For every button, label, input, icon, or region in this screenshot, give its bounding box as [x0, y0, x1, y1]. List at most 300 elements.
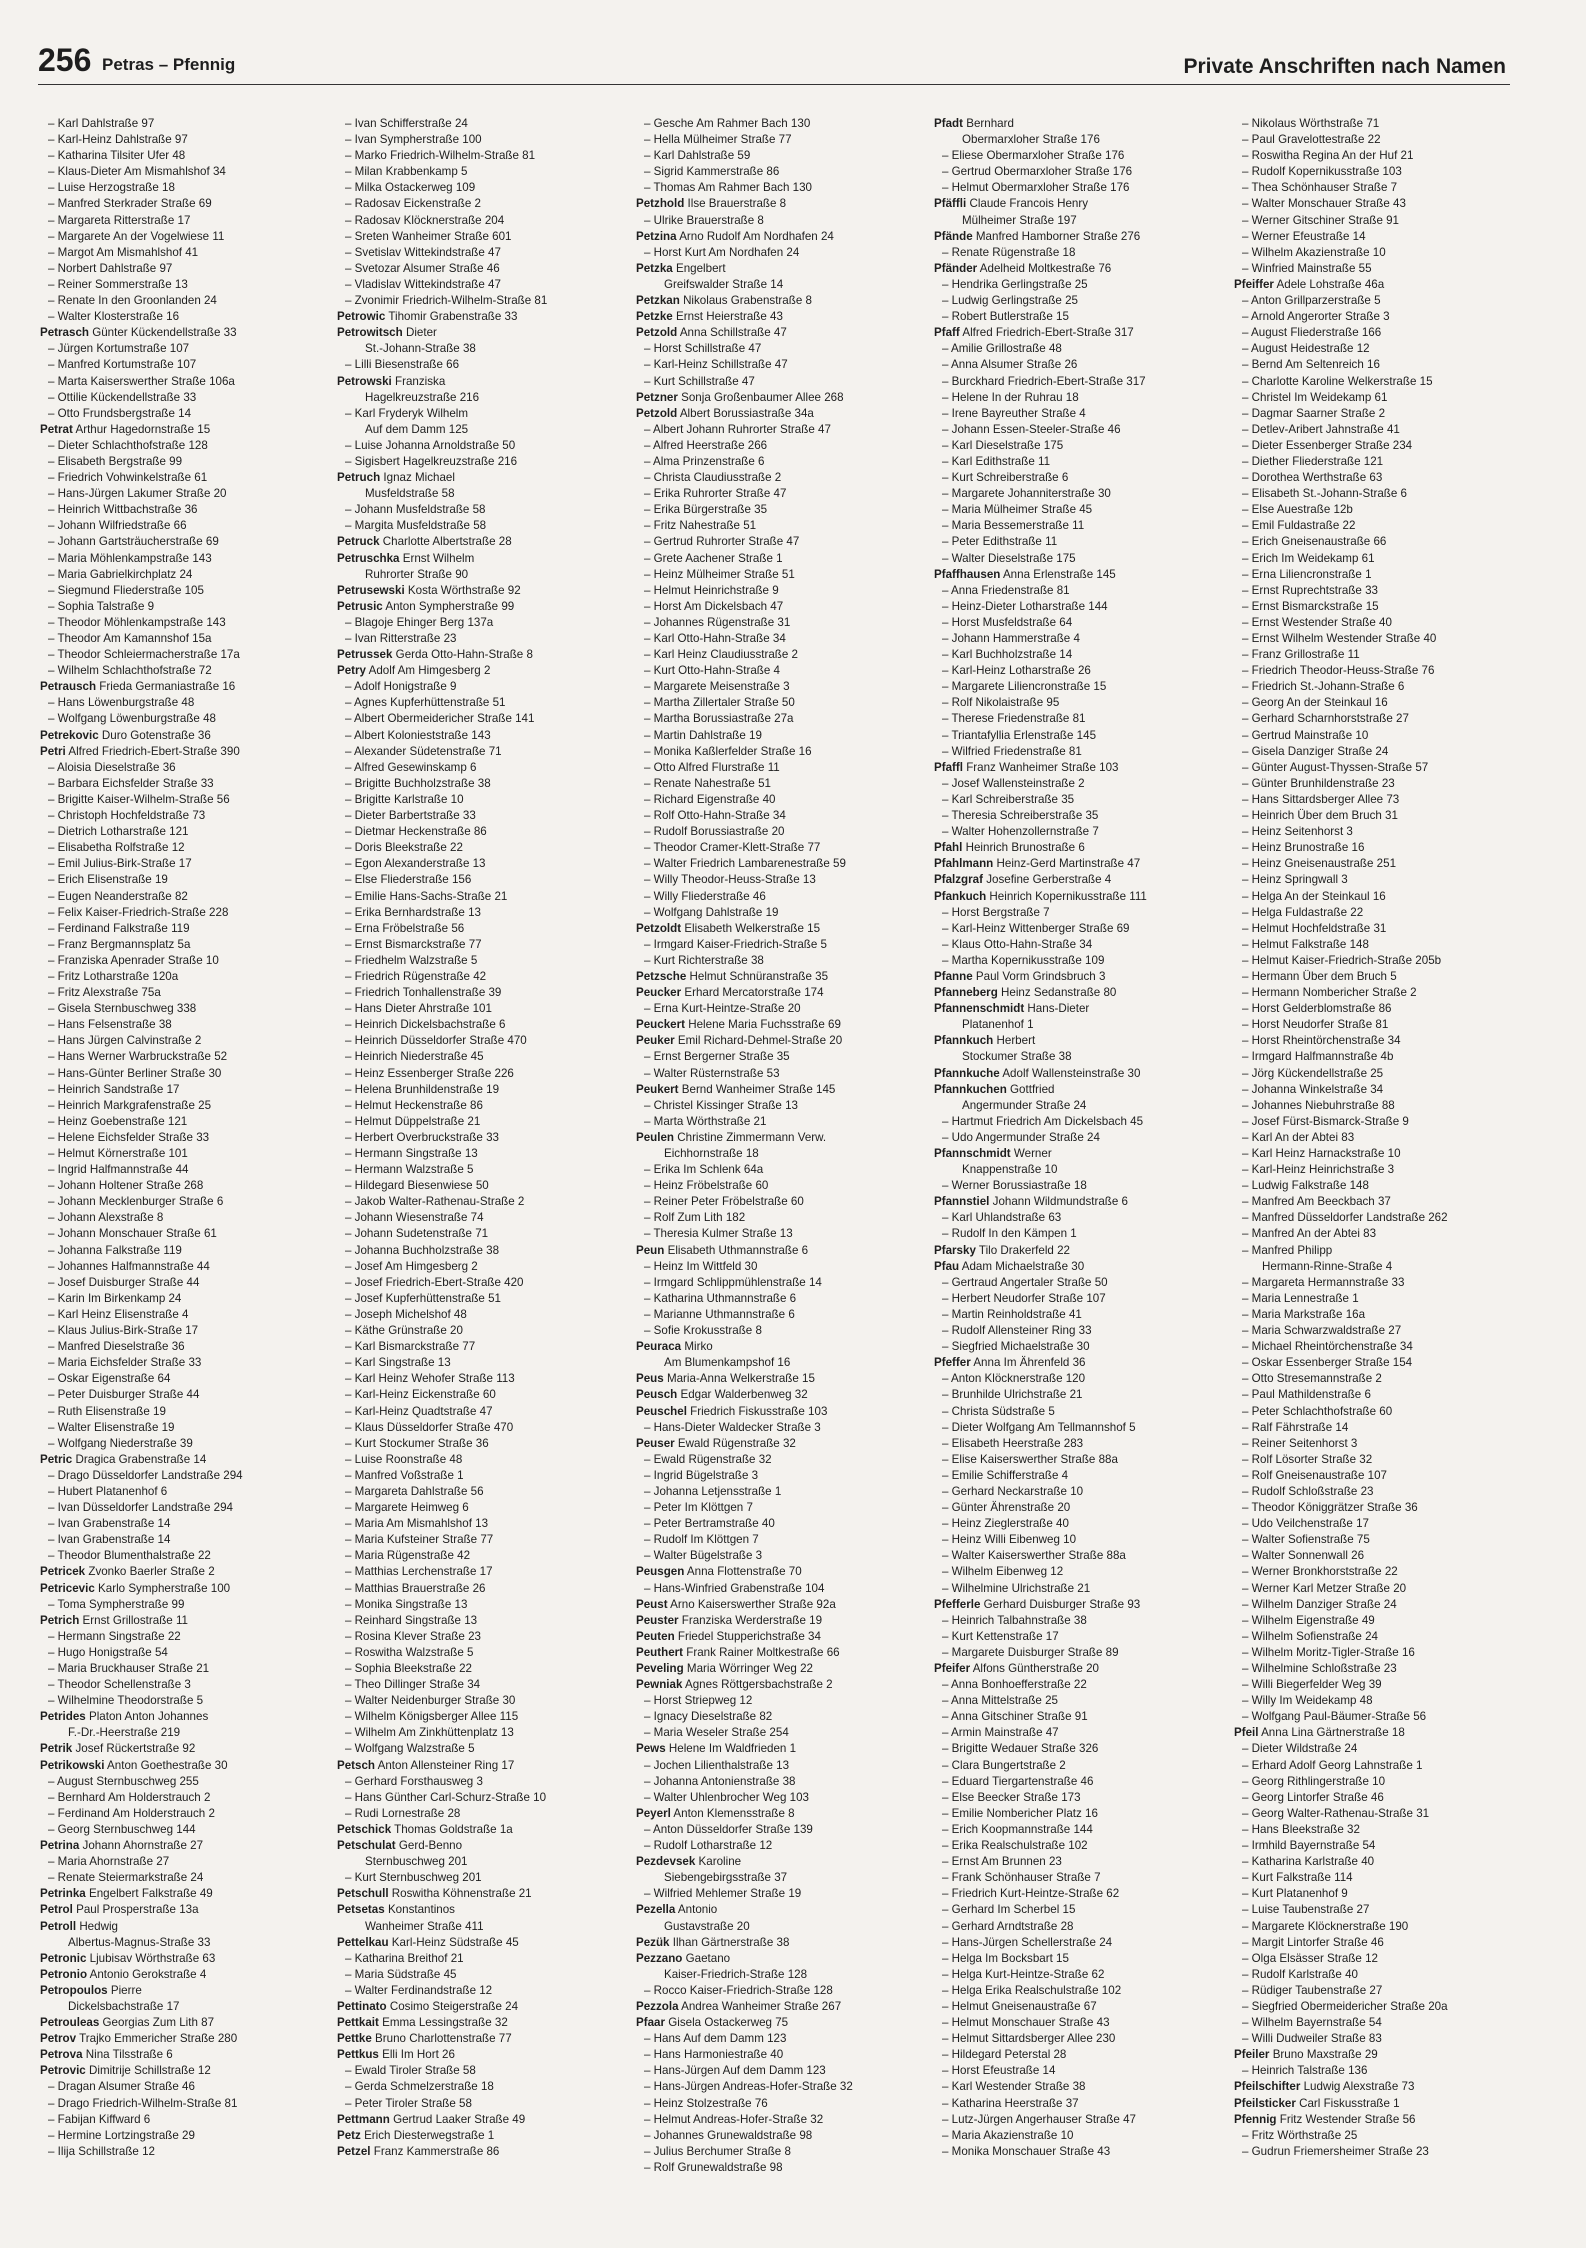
entry-text: – Sreten Wanheimer Straße 601 [345, 229, 512, 243]
entry-text: – Gerhard Forsthausweg 3 [345, 1774, 483, 1788]
directory-entry [934, 1870, 1226, 1886]
entry-text: – Hermann Nombericher Straße 2 [1242, 986, 1417, 1000]
entry-text: – Walter Neidenburger Straße 30 [345, 1694, 516, 1708]
entry-text: – Katharina Karlstraße 40 [1242, 1855, 1375, 1869]
entry-text: – Heinz Im Wittfeld 30 [644, 1259, 758, 1273]
entry-text: – Horst Neudorfer Straße 81 [1242, 1018, 1389, 1032]
entry-text: – Theresia Kulmer Straße 13 [644, 1227, 793, 1241]
directory-entry [636, 1613, 928, 1629]
directory-entry [40, 1999, 332, 2015]
surname: Peuten [636, 1629, 675, 1643]
directory-entry [337, 390, 629, 406]
entry-text: Adolf Wallensteinstraße 30 [1002, 1066, 1141, 1080]
directory-entry [1234, 889, 1526, 905]
directory-entry [1234, 325, 1526, 341]
entry-text: Carl Fiskusstraße 1 [1299, 2096, 1400, 2110]
directory-entry [636, 116, 928, 132]
entry-text: – Walter Sofienstraße 75 [1242, 1533, 1370, 1547]
directory-entry [40, 711, 332, 727]
directory-entry [636, 776, 928, 792]
entry-text: – Hans Werner Warbruckstraße 52 [48, 1050, 228, 1064]
entry-text: – Monika Singstraße 13 [345, 1597, 468, 1611]
entry-text: – Johann Gartsträucherstraße 69 [48, 535, 219, 549]
entry-text: – Emilie Hans-Sachs-Straße 21 [345, 889, 508, 903]
entry-text: Helene Im Waldfrieden 1 [668, 1742, 797, 1756]
directory-entry [934, 2096, 1226, 2112]
entry-text: – Karl Bismarckstraße 77 [345, 1340, 476, 1354]
directory-entry [934, 663, 1226, 679]
surname: Pfeilsticker [1234, 2096, 1296, 2110]
entry-text: – Oskar Eigenstraße 64 [48, 1372, 171, 1386]
entry-text: – Erika Ruhrorter Straße 47 [644, 487, 787, 501]
entry-text: – Willi Dudweiler Straße 83 [1242, 2032, 1382, 2046]
entry-text: – Elisabetha Rolfstraße 12 [48, 841, 185, 855]
directory-entry [40, 2063, 332, 2079]
entry-text: – Karl Schreiberstraße 35 [942, 792, 1075, 806]
entry-text: – Walter Elisenstraße 19 [48, 1420, 175, 1434]
surname: Pfäffli [934, 197, 967, 211]
directory-entry [40, 2031, 332, 2047]
directory-entry [934, 1049, 1226, 1065]
entry-text: Duro Gotenstraße 36 [101, 728, 211, 742]
directory-entry [636, 309, 928, 325]
directory-entry [40, 872, 332, 888]
entry-text: Zvonko Baerler Straße 2 [88, 1565, 215, 1579]
directory-entry [934, 1001, 1226, 1017]
entry-text: Hagelkreuzstraße 216 [365, 390, 480, 404]
directory-entry [636, 2144, 928, 2160]
directory-entry [636, 1983, 928, 1999]
entry-text: Antonio Gerokstraße 4 [89, 1967, 207, 1981]
directory-entry [337, 2047, 629, 2063]
surname: Petsetas [337, 1903, 385, 1917]
entry-text: – Günter Brunhildenstraße 23 [1242, 776, 1395, 790]
directory-entry [337, 824, 629, 840]
directory-entry [934, 196, 1226, 212]
directory-entry [40, 1226, 332, 1242]
entry-text: – Martha Kopernikusstraße 109 [942, 953, 1105, 967]
entry-text: – Anton Klöcknerstraße 120 [942, 1372, 1086, 1386]
directory-entry [1234, 1581, 1526, 1597]
directory-entry [934, 728, 1226, 744]
entry-text: – Ivan Sympherstraße 100 [345, 133, 482, 147]
surname: Peveling [636, 1662, 684, 1675]
directory-entry [934, 293, 1226, 309]
directory-entry [934, 1613, 1226, 1629]
entry-text: – Margarete Klöcknerstraße 190 [1242, 1919, 1409, 1933]
directory-entry [337, 132, 629, 148]
surname: Petropoulos [40, 1983, 108, 1997]
directory-entry [1234, 1468, 1526, 1484]
directory-entry [40, 2128, 332, 2144]
surname: Petzka [636, 261, 673, 275]
directory-entry [636, 1291, 928, 1307]
directory-entry [934, 695, 1226, 711]
entry-text: Heinz Sedanstraße 80 [1001, 986, 1117, 1000]
directory-entry [636, 1581, 928, 1597]
entry-text: – Wolfgang Walzstraße 5 [345, 1742, 475, 1756]
directory-entry [1234, 116, 1526, 132]
directory-entry [1234, 1951, 1526, 1967]
directory-entry [1234, 164, 1526, 180]
directory-entry [1234, 2031, 1526, 2047]
directory-entry [40, 663, 332, 679]
directory-entry [40, 357, 332, 373]
directory-entry [934, 1275, 1226, 1291]
entry-text: Ernst Heierstraße 43 [675, 310, 783, 324]
entry-text: Kaiser-Friedrich-Straße 128 [664, 1967, 808, 1981]
directory-entry [337, 1774, 629, 1790]
entry-text: – Erika Im Schlenk 64a [644, 1163, 764, 1177]
directory-entry [934, 760, 1226, 776]
entry-text: – Johann Alexstraße 8 [48, 1211, 164, 1225]
directory-entry [40, 1597, 332, 1613]
directory-entry [1234, 1919, 1526, 1935]
surname: Petschulat [337, 1839, 396, 1853]
surname: Pfeil [1234, 1726, 1259, 1740]
directory-entry [934, 1291, 1226, 1307]
directory-entry [636, 1436, 928, 1452]
directory-entry [40, 486, 332, 502]
entry-text: – Erna Fröbelstraße 56 [345, 921, 465, 935]
directory-entry [1234, 1645, 1526, 1661]
directory-entry [636, 728, 928, 744]
entry-text: – Helmut Falkstraße 148 [1242, 937, 1369, 951]
entry-text: – Clara Bungertstraße 2 [942, 1758, 1066, 1772]
directory-entry [40, 921, 332, 937]
directory-entry [636, 1017, 928, 1033]
entry-text: – Joseph Michelshof 48 [345, 1307, 467, 1321]
directory-entry [337, 164, 629, 180]
directory-entry [636, 1162, 928, 1178]
directory-entry [40, 1693, 332, 1709]
surname: Pews [636, 1742, 666, 1756]
entry-text: – Anton Düsseldorfer Straße 139 [644, 1822, 813, 1836]
entry-text: – Hartmut Friedrich Am Dickelsbach 45 [942, 1114, 1144, 1128]
directory-entry [934, 534, 1226, 550]
entry-text: – Reiner Peter Fröbelstraße 60 [644, 1195, 804, 1209]
directory-entry [636, 229, 928, 245]
entry-text: – Franz Bergmannsplatz 5a [48, 937, 191, 951]
directory-entry [636, 1082, 928, 1098]
entry-text: Karlo Sympherstraße 100 [98, 1581, 231, 1595]
directory-entry [636, 390, 928, 406]
entry-text: – Karl Westender Straße 38 [942, 2080, 1086, 2094]
surname: Petrat [40, 422, 73, 436]
directory-entry [1234, 1339, 1526, 1355]
directory-entry [1234, 1870, 1526, 1886]
entry-text: Andrea Wanheimer Straße 267 [681, 1999, 842, 2013]
entry-text: Friedel Stupperichstraße 34 [677, 1629, 821, 1643]
entry-text: – Matthias Lerchenstraße 17 [345, 1565, 493, 1579]
entry-text: – Luise Taubenstraße 27 [1242, 1903, 1370, 1917]
directory-entry [934, 985, 1226, 1001]
directory-entry [1234, 1661, 1526, 1677]
entry-text: – Felix Kaiser-Friedrich-Straße 228 [48, 905, 229, 919]
directory-entry [934, 1484, 1226, 1500]
directory-entry [1234, 551, 1526, 567]
entry-text: – Ernst Bismarckstraße 77 [345, 937, 482, 951]
entry-text: Ewald Rügenstraße 32 [677, 1436, 796, 1450]
directory-entry [636, 1484, 928, 1500]
entry-text: – Walter Sonnenwall 26 [1242, 1549, 1365, 1563]
directory-entry [934, 1677, 1226, 1693]
entry-text: – Albert Johann Ruhrorter Straße 47 [644, 422, 831, 436]
entry-text: – Gerda Schmelzerstraße 18 [345, 2080, 494, 2094]
entry-text: – Horst Striepweg 12 [644, 1694, 753, 1708]
entry-text: – Irene Bayreuther Straße 4 [942, 406, 1086, 420]
directory-entry [40, 1902, 332, 1918]
directory-entry [40, 695, 332, 711]
directory-entry [1234, 663, 1526, 679]
entry-text: Auf dem Damm 125 [365, 422, 469, 436]
entry-text: – Christa Südstraße 5 [942, 1404, 1055, 1418]
directory-entry [337, 438, 629, 454]
entry-text: – Wilhelm Danziger Straße 24 [1242, 1597, 1397, 1611]
entry-text: – Hans Harmoniestraße 40 [644, 2048, 784, 2062]
entry-text: – Hans-Winfried Grabenstraße 104 [644, 1581, 825, 1595]
entry-text: – Amilie Grillostraße 48 [942, 342, 1062, 356]
entry-text: Anna Lina Gärtnerstraße 18 [1261, 1726, 1405, 1740]
directory-entry [1234, 567, 1526, 583]
entry-text: – Kurt Schillstraße 47 [644, 374, 755, 388]
directory-entry [636, 1259, 928, 1275]
entry-text: – Jochen Lilienthalstraße 13 [644, 1758, 790, 1772]
directory-entry [337, 1548, 629, 1564]
directory-entry [337, 1339, 629, 1355]
directory-entry [337, 1822, 629, 1838]
entry-text: – Ivan Grabenstraße 14 [48, 1517, 171, 1531]
directory-entry [40, 1194, 332, 1210]
directory-entry [40, 1307, 332, 1323]
directory-entry [40, 1741, 332, 1757]
directory-entry [636, 1049, 928, 1065]
directory-entry [636, 921, 928, 937]
directory-entry [40, 1629, 332, 1645]
entry-text: – Horst Schillstraße 47 [644, 342, 762, 356]
directory-entry [337, 1033, 629, 1049]
directory-entry [636, 583, 928, 599]
surname: Peuschel [636, 1404, 687, 1418]
surname: Petrich [40, 1613, 80, 1627]
directory-entry [636, 164, 928, 180]
entry-text: – Drago Düsseldorfer Landstraße 294 [48, 1468, 243, 1482]
entry-text: – Elise Kaiserswerther Straße 88a [942, 1452, 1118, 1466]
entry-text: – Kurt Kettenstraße 17 [942, 1629, 1059, 1643]
directory-entry [934, 1130, 1226, 1146]
entry-text: – Heinz Essenberger Straße 226 [345, 1066, 514, 1080]
directory-entry [1234, 245, 1526, 261]
directory-entry [337, 1709, 629, 1725]
entry-text: – Dieter Barbertstraße 33 [345, 809, 476, 823]
directory-entry [934, 679, 1226, 695]
entry-text: – Martha Zillertaler Straße 50 [644, 696, 795, 710]
entry-text: Dimitrije Schillstraße 12 [89, 2064, 211, 2078]
entry-text: Ludwig Alexstraße 73 [1303, 2080, 1415, 2094]
entry-text: – Otto Frundsbergstraße 14 [48, 406, 192, 420]
entry-text: – Adolf Honigstraße 9 [345, 680, 457, 694]
directory-entry [337, 1902, 629, 1918]
directory-entry [636, 567, 928, 583]
surname: Petry [337, 664, 367, 678]
entry-text: Josefine Gerberstraße 4 [986, 873, 1112, 887]
directory-entry [636, 502, 928, 518]
entry-text: – Maria Eichsfelder Straße 33 [48, 1356, 202, 1370]
directory-entry [337, 808, 629, 824]
directory-entry [934, 599, 1226, 615]
entry-text: Albert Borussiastraße 34a [679, 406, 814, 420]
entry-text: – Brunhilde Ulrichstraße 21 [942, 1388, 1083, 1402]
directory-entry [636, 1999, 928, 2015]
entry-text: – Helene Eichsfelder Straße 33 [48, 1130, 210, 1144]
surname: Petzoldt [636, 921, 682, 935]
running-head: Petras – Pfennig [102, 55, 236, 74]
entry-text: – Kurt Schreiberstraße 6 [942, 471, 1069, 485]
directory-entry [934, 1548, 1226, 1564]
surname: Pfanne [934, 969, 973, 983]
directory-entry [337, 309, 629, 325]
entry-text: Bruno Charlottenstraße 77 [375, 2032, 512, 2046]
directory-entry [636, 663, 928, 679]
directory-entry [337, 1725, 629, 1741]
directory-entry [934, 1999, 1226, 2015]
surname: Pfannstiel [934, 1195, 990, 1209]
directory-entry [934, 2079, 1226, 2095]
entry-text: – Renate In den Groonlanden 24 [48, 294, 217, 308]
directory-entry [1234, 1886, 1526, 1902]
directory-entry [337, 2063, 629, 2079]
directory-entry [1234, 1935, 1526, 1951]
directory-entry [934, 1532, 1226, 1548]
surname: Peuckert [636, 1018, 685, 1032]
directory-entry [934, 1967, 1226, 1983]
directory-entry [40, 937, 332, 953]
surname: Petrasch [40, 326, 89, 340]
directory-entry [636, 2063, 928, 2079]
directory-entry [934, 1033, 1226, 1049]
entry-text: – Ferdinand Falkstraße 119 [48, 921, 190, 935]
entry-text: – Rudolf Lotharstraße 12 [644, 1839, 773, 1853]
directory-entry [40, 1484, 332, 1500]
entry-text: – Maria Lennestraße 1 [1242, 1291, 1359, 1305]
directory-entry [40, 1516, 332, 1532]
directory-entry [934, 502, 1226, 518]
directory-entry [40, 1870, 332, 1886]
entry-text: – Helmut Düppelstraße 21 [345, 1114, 481, 1128]
entry-text: – Heinz Stolzestraße 76 [644, 2096, 768, 2110]
directory-entry [40, 969, 332, 985]
directory-entry [636, 1178, 928, 1194]
directory-entry [40, 1725, 332, 1741]
entry-text: – Hans Jürgen Calvinstraße 2 [48, 1034, 202, 1048]
entry-text: – Alfred Heerstraße 266 [644, 438, 768, 452]
directory-entry [337, 1146, 629, 1162]
entry-text: – Ludwig Gerlingstraße 25 [942, 294, 1078, 308]
entry-text: – Svetozar Alsumer Straße 46 [345, 261, 500, 275]
entry-text: Helmut Schnüranstraße 35 [689, 969, 829, 983]
entry-text: – Dragan Alsumer Straße 46 [48, 2080, 195, 2094]
directory-entry [337, 2128, 629, 2144]
directory-entry [1234, 1902, 1526, 1918]
directory-entry [1234, 374, 1526, 390]
directory-entry [1234, 1822, 1526, 1838]
surname: Petri [40, 744, 66, 758]
surname: Petzner [636, 390, 678, 404]
directory-entry [337, 1999, 629, 2015]
entry-text: – Diether Fliederstraße 121 [1242, 454, 1384, 468]
directory-entry [1234, 213, 1526, 229]
directory-entry [1234, 744, 1526, 760]
entry-text: – Johanna Winkelstraße 34 [1242, 1082, 1384, 1096]
entry-text: Bernhard [966, 117, 1014, 130]
directory-entry [934, 1581, 1226, 1597]
entry-text: – Johann Holtener Straße 268 [48, 1179, 204, 1193]
directory-entry [636, 470, 928, 486]
directory-entry [40, 1275, 332, 1291]
surname: Peuser [636, 1436, 675, 1450]
surname: Petzkan [636, 294, 680, 308]
entry-text: – Udo Angermunder Straße 24 [942, 1130, 1100, 1144]
entry-text: Nikolaus Grabenstraße 8 [683, 294, 812, 308]
entry-text: – Monika Kaßlerfelder Straße 16 [644, 744, 812, 758]
directory-entry [636, 808, 928, 824]
entry-text: – Margarete Duisburger Straße 89 [942, 1645, 1119, 1659]
entry-text: – Rocco Kaiser-Friedrich-Straße 128 [644, 1983, 833, 1997]
entry-text: – Willi Biegerfelder Weg 39 [1242, 1678, 1382, 1692]
surname: Petrov [40, 2032, 77, 2046]
entry-text: – Elisabeth Bergstraße 99 [48, 454, 183, 468]
directory-entry [934, 1919, 1226, 1935]
entry-text: – Maria Kufsteiner Straße 77 [345, 1533, 494, 1547]
surname: Petzke [636, 310, 673, 324]
entry-text: – Johann Essen-Steeler-Straße 46 [942, 422, 1121, 436]
entry-text: – Hildegard Biesenwiese 50 [345, 1179, 489, 1193]
entry-text: – Marko Friedrich-Wilhelm-Straße 81 [345, 149, 536, 163]
entry-text: – Friedrich Kurt-Heintze-Straße 62 [942, 1887, 1120, 1901]
directory-entry [1234, 1130, 1526, 1146]
directory-entry [40, 1645, 332, 1661]
entry-text: – Dieter Wildstraße 24 [1242, 1742, 1358, 1756]
entry-text: – Kurt Richterstraße 38 [644, 953, 764, 967]
surname: Pfannenschmidt [934, 1002, 1025, 1016]
entry-text: – Wolfgang Dahlstraße 19 [644, 905, 779, 919]
directory-entry [636, 1210, 928, 1226]
entry-text: – Erich Elisenstraße 19 [48, 873, 168, 887]
entry-text: – Katharina Tilsiter Ufer 48 [48, 149, 186, 163]
entry-text: – Karl-Heinz Quadtstraße 47 [345, 1404, 493, 1418]
entry-text: – Ralf Fährstraße 14 [1242, 1420, 1349, 1434]
entry-text: Anton Klemensstraße 8 [673, 1806, 795, 1820]
entry-text: – Armin Mainstraße 47 [942, 1726, 1059, 1740]
directory-entry [934, 856, 1226, 872]
directory-entry [934, 1404, 1226, 1420]
directory-entry [337, 953, 629, 969]
entry-text: – Gertrud Mainstraße 10 [1242, 728, 1369, 742]
directory-entry [40, 229, 332, 245]
surname: Pettinato [337, 1999, 387, 2013]
entry-text: – Hans Günther Carl-Schurz-Straße 10 [345, 1790, 547, 1804]
entry-text: – Sophia Talstraße 9 [48, 599, 155, 613]
surname: Petronic [40, 1951, 87, 1965]
entry-text: – Doris Bleekstraße 22 [345, 841, 463, 855]
directory-entry [1234, 1806, 1526, 1822]
directory-entry [1234, 1452, 1526, 1468]
directory-entry [1234, 824, 1526, 840]
surname: Pfaar [636, 2016, 666, 2030]
directory-entry [40, 1709, 332, 1725]
directory-entry [636, 1886, 928, 1902]
directory-entry [934, 164, 1226, 180]
